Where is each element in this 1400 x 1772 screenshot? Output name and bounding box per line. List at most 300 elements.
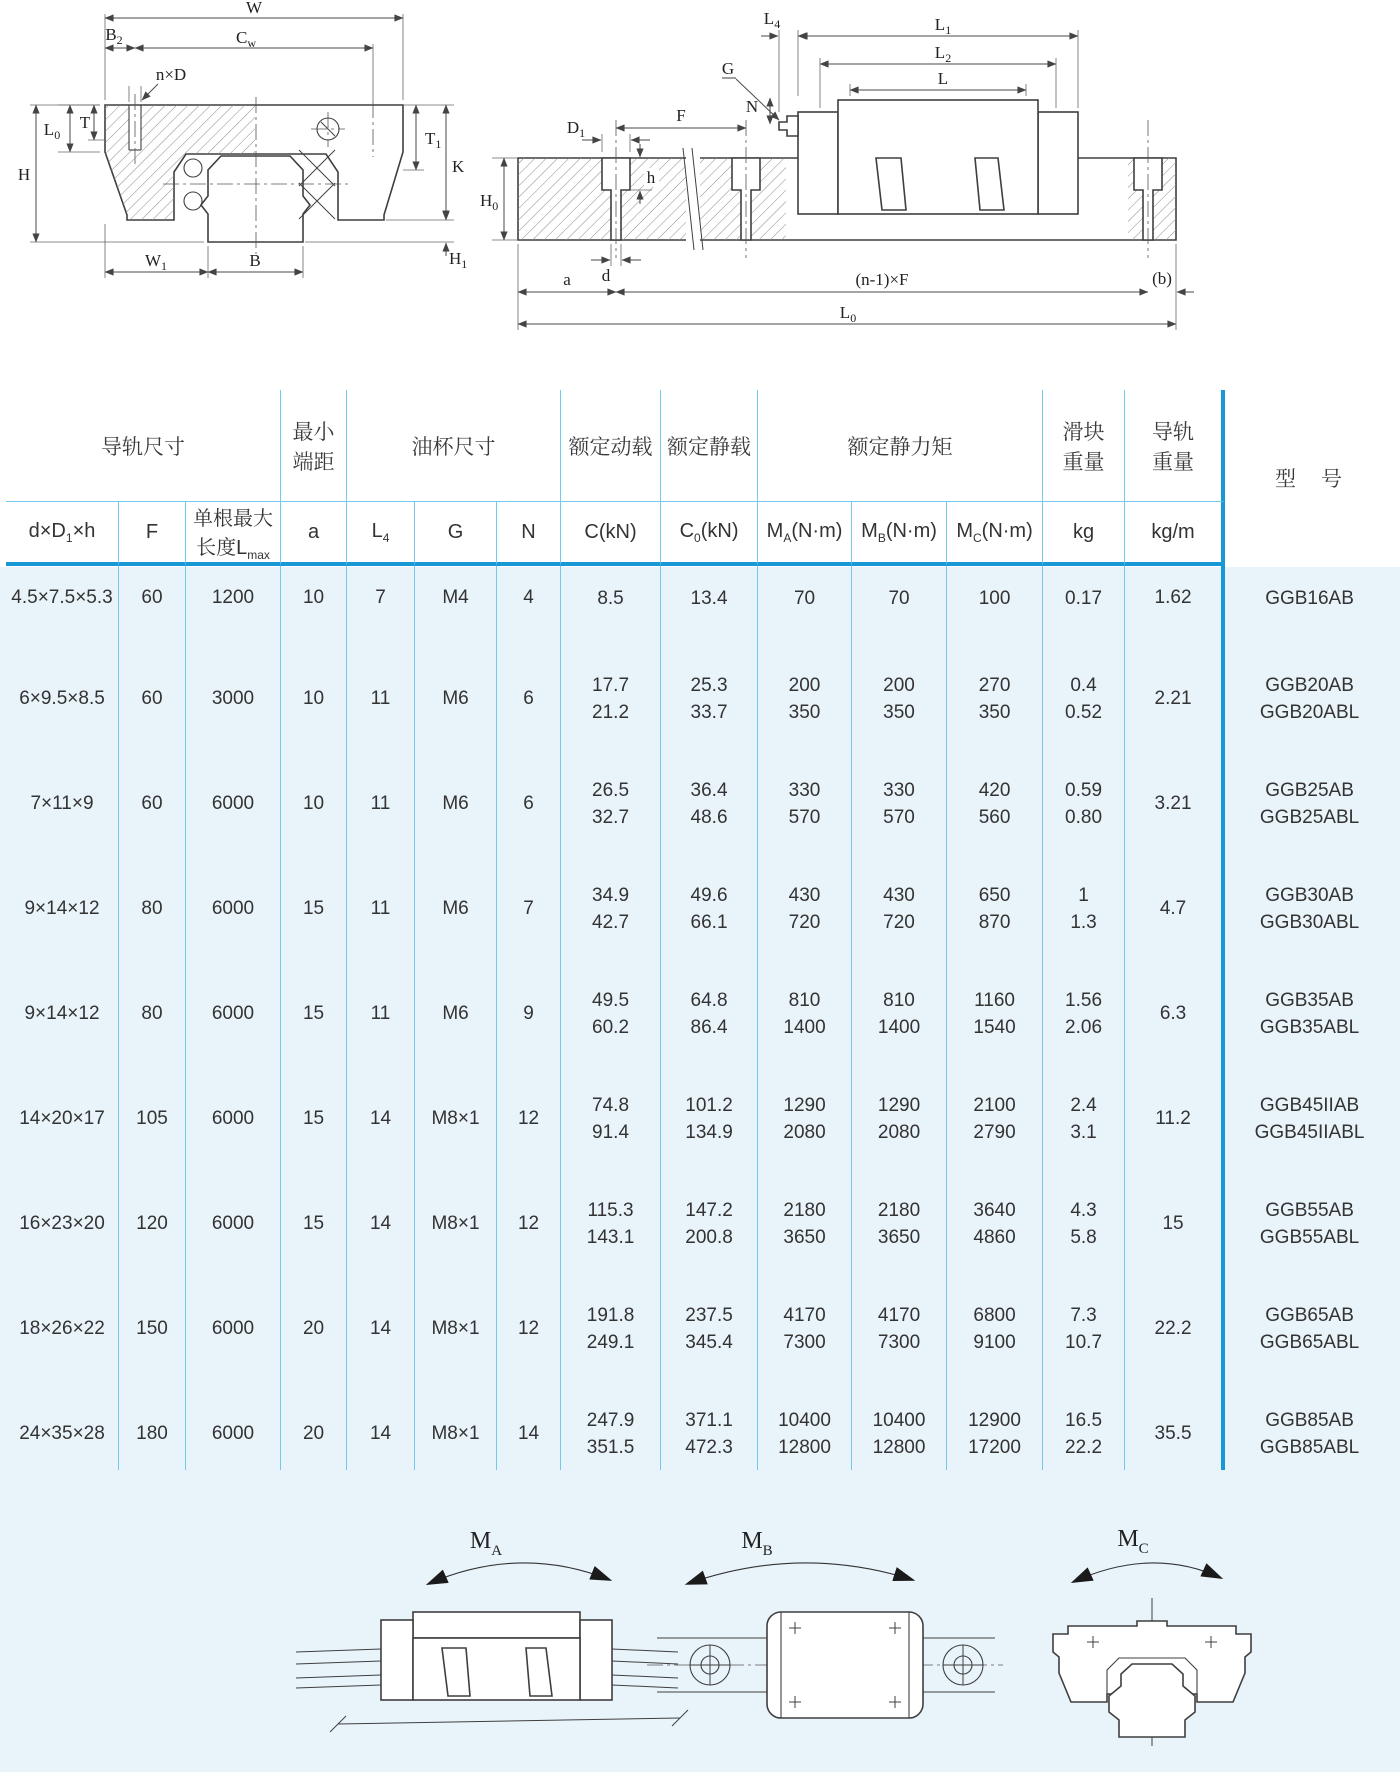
moment-mb-diagram <box>645 1528 1005 1758</box>
cell-c0: 36.4 48.6 <box>661 768 758 840</box>
gap-cell <box>497 630 561 663</box>
gap-cell <box>281 1155 347 1188</box>
cell-n: 12 <box>497 1293 561 1365</box>
gap-cell <box>1043 1365 1125 1398</box>
dim-label-nf: (n-1)×F <box>855 270 909 289</box>
gap-cell <box>661 840 758 873</box>
gap-cell <box>497 1155 561 1188</box>
row-gap <box>6 1260 1394 1293</box>
cell-a: 10 <box>281 663 347 735</box>
cell-c: 74.8 91.4 <box>561 1083 661 1155</box>
cell-mb: 4170 7300 <box>852 1293 947 1365</box>
cell-l4: 11 <box>347 978 415 1050</box>
dim-label-h0: $H_0$ <box>480 191 499 213</box>
gap-cell <box>415 945 497 978</box>
cell-l4: 11 <box>347 768 415 840</box>
table-row <box>6 1083 1394 1155</box>
cell-dims: 14×20×17 <box>6 1083 119 1155</box>
cell-mc: 12900 17200 <box>947 1398 1043 1470</box>
gap-cell <box>1225 735 1394 768</box>
gap-cell <box>281 840 347 873</box>
cell-kgm: 1.62 <box>1125 566 1225 630</box>
gap-cell <box>758 945 852 978</box>
cell-l4: 14 <box>347 1083 415 1155</box>
col-header-kgm: kg/m <box>1125 502 1225 566</box>
cell-mb: 330 570 <box>852 768 947 840</box>
cell-f: 80 <box>119 873 186 945</box>
row-gap <box>6 840 1394 873</box>
gap-cell <box>852 735 947 768</box>
cell-f: 60 <box>119 663 186 735</box>
gap-cell <box>1125 1050 1225 1083</box>
col-header-dims: $d\times D_1\times h$ <box>6 502 119 566</box>
cell-g: M8×1 <box>415 1083 497 1155</box>
cell-f: 80 <box>119 978 186 1050</box>
gap-cell <box>6 1260 119 1293</box>
cell-n: 14 <box>497 1398 561 1470</box>
cell-mc: 650 870 <box>947 873 1043 945</box>
table-row <box>6 1188 1394 1260</box>
cell-c: 26.5 32.7 <box>561 768 661 840</box>
cell-c: 49.5 60.2 <box>561 978 661 1050</box>
gap-cell <box>661 1365 758 1398</box>
gap-cell <box>758 1260 852 1293</box>
gap-cell <box>561 1260 661 1293</box>
gap-cell <box>852 1050 947 1083</box>
cell-n: 7 <box>497 873 561 945</box>
cell-mc: 3640 4860 <box>947 1188 1043 1260</box>
gap-cell <box>661 630 758 663</box>
gap-cell <box>947 945 1043 978</box>
cell-model: GGB35AB GGB35ABL <box>1259 990 1360 1038</box>
gap-cell <box>6 945 119 978</box>
gap-cell <box>497 1365 561 1398</box>
cell-kg: 16.5 22.2 <box>1043 1398 1125 1470</box>
dim-label-h-depth: h <box>646 168 656 187</box>
gap-cell <box>1225 1050 1394 1083</box>
gap-cell <box>347 840 415 873</box>
gap-cell <box>119 630 186 663</box>
gap-cell <box>6 1155 119 1188</box>
gap-cell <box>852 630 947 663</box>
dim-label-l: L <box>937 69 949 88</box>
cell-dims: 9×14×12 <box>6 978 119 1050</box>
gap-cell <box>661 1050 758 1083</box>
cell-c: 34.9 42.7 <box>561 873 661 945</box>
col-header-n: N <box>497 502 561 566</box>
cell-lmax: 6000 <box>186 1293 281 1365</box>
col-header-a: a <box>281 502 347 566</box>
group-header-min-end: 最小 端距 <box>281 390 347 502</box>
gap-cell <box>1125 945 1225 978</box>
gap-cell <box>1125 1260 1225 1293</box>
moment-label-mb: $M_B$ <box>741 1528 773 1559</box>
gap-cell <box>947 630 1043 663</box>
cell-a: 20 <box>281 1293 347 1365</box>
cell-kg: 2.4 3.1 <box>1043 1083 1125 1155</box>
dim-label-k: K <box>452 157 465 176</box>
gap-cell <box>415 735 497 768</box>
cell-mb: 430 720 <box>852 873 947 945</box>
gap-cell <box>6 735 119 768</box>
cell-ma: 4170 7300 <box>758 1293 852 1365</box>
cell-kgm: 11.2 <box>1125 1083 1225 1155</box>
gap-cell <box>6 840 119 873</box>
front-section-drawing <box>8 2 476 314</box>
cell-ma: 430 720 <box>758 873 852 945</box>
spec-table-body <box>6 566 1394 1470</box>
cell-a: 15 <box>281 873 347 945</box>
cell-c0: 13.4 <box>661 566 758 630</box>
cell-c: 191.8 249.1 <box>561 1293 661 1365</box>
col-header-mb: $M_B(N\cdot m)$ <box>852 502 947 566</box>
gap-cell <box>561 945 661 978</box>
dim-label-t1: $T_1$ <box>425 129 442 151</box>
gap-cell <box>1043 945 1125 978</box>
dim-label-cw: $C_w$ <box>235 28 257 50</box>
gap-cell <box>758 630 852 663</box>
row-gap <box>6 1365 1394 1398</box>
dim-label-b: B <box>249 251 261 270</box>
cell-mc: 270 350 <box>947 663 1043 735</box>
cell-n: 9 <box>497 978 561 1050</box>
cell-kgm: 2.21 <box>1125 663 1225 735</box>
dim-label-t: T <box>79 113 91 132</box>
dim-label-g: G <box>721 59 735 78</box>
cell-kg: 0.4 0.52 <box>1043 663 1125 735</box>
cell-a: 15 <box>281 1188 347 1260</box>
gap-cell <box>186 735 281 768</box>
table-row <box>6 1293 1394 1365</box>
gap-cell <box>497 1050 561 1083</box>
cell-mb: 1290 2080 <box>852 1083 947 1155</box>
cell-c0: 49.6 66.1 <box>661 873 758 945</box>
gap-cell <box>415 840 497 873</box>
cell-mb: 10400 12800 <box>852 1398 947 1470</box>
gap-cell <box>186 630 281 663</box>
cell-dims: 16×23×20 <box>6 1188 119 1260</box>
gap-cell <box>947 1365 1043 1398</box>
cell-lmax: 6000 <box>186 1188 281 1260</box>
row-gap <box>6 735 1394 768</box>
table-row <box>6 768 1394 840</box>
gap-cell <box>347 1260 415 1293</box>
cell-a: 15 <box>281 978 347 1050</box>
cell-ma: 70 <box>758 566 852 630</box>
moment-label-ma: $M_A$ <box>469 1528 503 1559</box>
cell-f: 150 <box>119 1293 186 1365</box>
group-header-rail-weight: 导轨 重量 <box>1125 390 1225 502</box>
gap-cell <box>1125 1365 1225 1398</box>
gap-cell <box>947 735 1043 768</box>
gap-cell <box>347 735 415 768</box>
cell-lmax: 6000 <box>186 873 281 945</box>
cell-c0: 101.2 134.9 <box>661 1083 758 1155</box>
col-header-ma: $M_A(N\cdot m)$ <box>758 502 852 566</box>
group-header-static-load: 额定静载 <box>661 390 758 502</box>
col-header-c0: $C_0(kN)$ <box>661 502 758 566</box>
gap-cell <box>415 630 497 663</box>
cell-c0: 147.2 200.8 <box>661 1188 758 1260</box>
gap-cell <box>1125 630 1225 663</box>
cell-kg: 4.3 5.8 <box>1043 1188 1125 1260</box>
col-header-f: F <box>119 502 186 566</box>
gap-cell <box>1125 840 1225 873</box>
gap-cell <box>1125 735 1225 768</box>
gap-cell <box>347 1365 415 1398</box>
gap-cell <box>1225 1155 1394 1188</box>
cell-mc: 2100 2790 <box>947 1083 1043 1155</box>
gap-cell <box>281 1260 347 1293</box>
gap-cell <box>497 735 561 768</box>
cell-c0: 25.3 33.7 <box>661 663 758 735</box>
gap-cell <box>497 1260 561 1293</box>
cell-l4: 14 <box>347 1398 415 1470</box>
gap-cell <box>1043 1260 1125 1293</box>
cell-c0: 237.5 345.4 <box>661 1293 758 1365</box>
gap-cell <box>119 735 186 768</box>
gap-cell <box>852 1365 947 1398</box>
dim-label-l0-side: $L_0$ <box>839 303 857 325</box>
cell-l4: 14 <box>347 1188 415 1260</box>
cell-mb: 200 350 <box>852 663 947 735</box>
gap-cell <box>561 840 661 873</box>
cell-l4: 11 <box>347 873 415 945</box>
cell-a: 10 <box>281 768 347 840</box>
cell-kgm: 15 <box>1125 1188 1225 1260</box>
cell-model: GGB65AB GGB65ABL <box>1259 1305 1360 1353</box>
group-header-dynamic-load: 额定动载 <box>561 390 661 502</box>
cell-g: M4 <box>415 566 497 630</box>
table-row <box>6 663 1394 735</box>
gap-cell <box>561 1155 661 1188</box>
cell-a: 20 <box>281 1398 347 1470</box>
gap-cell <box>1043 735 1125 768</box>
cell-mc: 420 560 <box>947 768 1043 840</box>
cell-kgm: 35.5 <box>1125 1398 1225 1470</box>
gap-cell <box>186 1050 281 1083</box>
dim-label-h1: $H_1$ <box>449 249 468 271</box>
dim-label-h: H <box>17 165 31 184</box>
gap-cell <box>1225 1260 1394 1293</box>
gap-cell <box>281 1050 347 1083</box>
table-row <box>6 1398 1394 1470</box>
gap-cell <box>661 1260 758 1293</box>
gap-cell <box>947 840 1043 873</box>
gap-cell <box>415 1155 497 1188</box>
moment-mc-diagram <box>965 1528 1295 1768</box>
col-header-lmax: 单根最大 长度$L_{max}$ <box>186 502 281 566</box>
cell-c: 247.9 351.5 <box>561 1398 661 1470</box>
gap-cell <box>1225 630 1394 663</box>
gap-cell <box>186 1155 281 1188</box>
gap-cell <box>119 1050 186 1083</box>
gap-cell <box>186 945 281 978</box>
col-header-kg: kg <box>1043 502 1125 566</box>
cell-ma: 10400 12800 <box>758 1398 852 1470</box>
moment-ma-diagram <box>280 1528 690 1758</box>
cell-ma: 1290 2080 <box>758 1083 852 1155</box>
gap-cell <box>947 1050 1043 1083</box>
gap-cell <box>758 1050 852 1083</box>
cell-kg: 1 1.3 <box>1043 873 1125 945</box>
cell-model: GGB16AB <box>1265 587 1354 609</box>
cell-c0: 371.1 472.3 <box>661 1398 758 1470</box>
moment-label-mc: $M_C$ <box>1117 1528 1149 1557</box>
cell-dims: 4.5×7.5×5.3 <box>6 566 119 630</box>
gap-cell <box>852 945 947 978</box>
row-gap <box>6 630 1394 663</box>
cell-g: M6 <box>415 768 497 840</box>
gap-cell <box>758 1365 852 1398</box>
cell-c: 115.3 143.1 <box>561 1188 661 1260</box>
gap-cell <box>119 1155 186 1188</box>
cell-a: 15 <box>281 1083 347 1155</box>
row-gap <box>6 1155 1394 1188</box>
cell-n: 4 <box>497 566 561 630</box>
gap-cell <box>119 840 186 873</box>
gap-cell <box>1043 1050 1125 1083</box>
cell-kgm: 22.2 <box>1125 1293 1225 1365</box>
dim-label-f: F <box>676 106 686 125</box>
gap-cell <box>758 1155 852 1188</box>
cell-g: M6 <box>415 663 497 735</box>
gap-cell <box>497 945 561 978</box>
cell-f: 105 <box>119 1083 186 1155</box>
cell-ma: 200 350 <box>758 663 852 735</box>
cell-f: 120 <box>119 1188 186 1260</box>
gap-cell <box>661 945 758 978</box>
cell-l4: 14 <box>347 1293 415 1365</box>
gap-cell <box>281 630 347 663</box>
col-header-mc: $M_C(N\cdot m)$ <box>947 502 1043 566</box>
gap-cell <box>281 1365 347 1398</box>
technical-drawings-section <box>0 0 1400 385</box>
gap-cell <box>497 840 561 873</box>
gap-cell <box>6 630 119 663</box>
dim-label-l4: $L_4$ <box>763 9 781 31</box>
dim-label-d1: $D_1$ <box>566 118 586 140</box>
cell-mc: 100 <box>947 566 1043 630</box>
cell-lmax: 6000 <box>186 1398 281 1470</box>
gap-cell <box>415 1365 497 1398</box>
gap-cell <box>186 840 281 873</box>
dim-label-l2: $L_2$ <box>934 43 952 65</box>
cell-mc: 1160 1540 <box>947 978 1043 1050</box>
gap-cell <box>758 735 852 768</box>
cell-g: M8×1 <box>415 1398 497 1470</box>
row-gap <box>6 945 1394 978</box>
cell-kg: 0.59 0.80 <box>1043 768 1125 840</box>
table-row <box>6 566 1394 630</box>
group-header-block-weight: 滑块 重量 <box>1043 390 1125 502</box>
cell-n: 12 <box>497 1083 561 1155</box>
cell-kgm: 4.7 <box>1125 873 1225 945</box>
cell-g: M6 <box>415 978 497 1050</box>
cell-lmax: 6000 <box>186 1083 281 1155</box>
group-header-model: 型 号 <box>1225 390 1394 566</box>
gap-cell <box>347 1050 415 1083</box>
gap-cell <box>347 945 415 978</box>
group-header-static-moment: 额定静力矩 <box>758 390 1043 502</box>
cell-a: 10 <box>281 566 347 630</box>
gap-cell <box>281 945 347 978</box>
cell-g: M6 <box>415 873 497 945</box>
cell-f: 60 <box>119 566 186 630</box>
spec-table <box>6 390 1394 1470</box>
cell-dims: 18×26×22 <box>6 1293 119 1365</box>
cell-mc: 6800 9100 <box>947 1293 1043 1365</box>
gap-cell <box>561 735 661 768</box>
gap-cell <box>561 1365 661 1398</box>
dim-label-b2: $B_2$ <box>105 25 123 47</box>
gap-cell <box>1225 840 1394 873</box>
cell-c0: 64.8 86.4 <box>661 978 758 1050</box>
gap-cell <box>281 735 347 768</box>
gap-cell <box>852 1155 947 1188</box>
cell-lmax: 6000 <box>186 768 281 840</box>
gap-cell <box>6 1050 119 1083</box>
gap-cell <box>415 1260 497 1293</box>
cell-dims: 24×35×28 <box>6 1398 119 1470</box>
gap-cell <box>119 1365 186 1398</box>
cell-c: 8.5 <box>561 566 661 630</box>
dim-label-d: d <box>601 266 611 285</box>
cell-kgm: 6.3 <box>1125 978 1225 1050</box>
table-row <box>6 873 1394 945</box>
cell-mb: 2180 3650 <box>852 1188 947 1260</box>
gap-cell <box>947 1260 1043 1293</box>
cell-l4: 11 <box>347 663 415 735</box>
gap-cell <box>1043 630 1125 663</box>
side-section-drawing <box>478 0 1244 348</box>
cell-f: 180 <box>119 1398 186 1470</box>
cell-kg: 0.17 <box>1043 566 1125 630</box>
cell-kg: 7.3 10.7 <box>1043 1293 1125 1365</box>
cell-n: 6 <box>497 768 561 840</box>
dim-label-w: W <box>245 2 263 17</box>
cell-kgm: 3.21 <box>1125 768 1225 840</box>
gap-cell <box>415 1050 497 1083</box>
col-header-c: C(kN) <box>561 502 661 566</box>
cell-mb: 810 1400 <box>852 978 947 1050</box>
cell-c: 17.7 21.2 <box>561 663 661 735</box>
cell-g: M8×1 <box>415 1293 497 1365</box>
gap-cell <box>561 630 661 663</box>
gap-cell <box>347 630 415 663</box>
gap-cell <box>1225 1365 1394 1398</box>
dim-label-l1: $L_1$ <box>934 15 952 37</box>
gap-cell <box>6 1365 119 1398</box>
cell-kg: 1.56 2.06 <box>1043 978 1125 1050</box>
gap-cell <box>1043 1155 1125 1188</box>
cell-n: 12 <box>497 1188 561 1260</box>
gap-cell <box>852 1260 947 1293</box>
col-header-g: G <box>415 502 497 566</box>
cell-g: M8×1 <box>415 1188 497 1260</box>
gap-cell <box>1125 1155 1225 1188</box>
gap-cell <box>119 945 186 978</box>
cell-mb: 70 <box>852 566 947 630</box>
gap-cell <box>758 840 852 873</box>
dim-label-w1: $W_1$ <box>144 251 168 273</box>
cell-lmax: 3000 <box>186 663 281 735</box>
cell-model: GGB85AB GGB85ABL <box>1259 1410 1360 1458</box>
dim-label-b-gap: (b) <box>1152 269 1172 288</box>
gap-cell <box>661 735 758 768</box>
gap-cell <box>561 1050 661 1083</box>
cell-dims: 7×11×9 <box>6 768 119 840</box>
